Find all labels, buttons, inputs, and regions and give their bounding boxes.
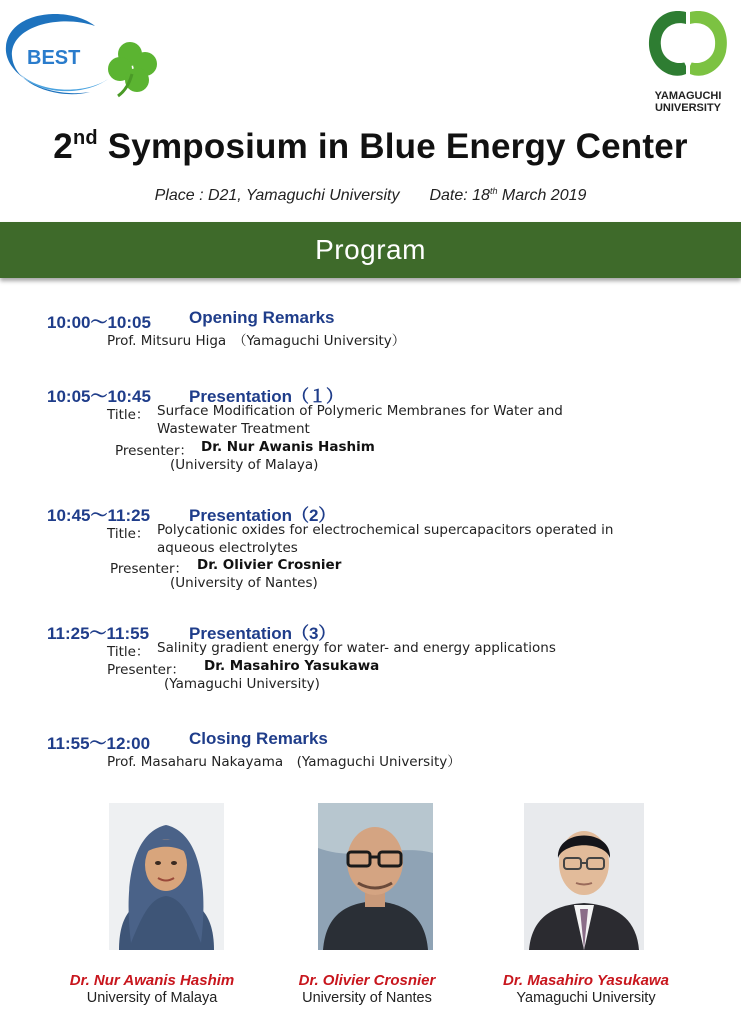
speaker-photo [109, 803, 224, 950]
slot-title-line1: Salinity gradient energy for water- and energy applications [157, 640, 556, 656]
program-banner [0, 222, 741, 278]
title-ordinal: 2 [53, 127, 73, 166]
slot-presenter-label: Presenter： [107, 662, 186, 678]
slot-presenter: Dr. Nur Awanis Hashim [201, 439, 375, 455]
slot-heading: Presentation（１） [189, 387, 343, 406]
event-date-prefix: Date: 18 [429, 187, 490, 204]
slot-title-label: Title： [107, 644, 150, 660]
slot-time: 11:25〜11:55 [47, 624, 150, 643]
slot-speaker: Prof. Masaharu Nakayama (Yamaguchi University） [107, 754, 461, 770]
slot-title-line1: Surface Modification of Polymeric Membranes for Water and [157, 403, 563, 419]
speaker-affiliation: University of Nantes [302, 990, 432, 1006]
slot-heading: Presentation（2） [189, 506, 336, 525]
event-place: Place : D21, Yamaguchi University [154, 187, 400, 204]
slot-affiliation: (University of Nantes) [170, 575, 318, 591]
slot-time: 10:00〜10:05 [47, 313, 151, 332]
page-title [0, 127, 741, 167]
event-details [0, 187, 741, 205]
slot-heading: Closing Remarks [189, 729, 328, 748]
title-ordinal-suffix: nd [72, 127, 98, 149]
university-name-line1: YAMAGUCHI [654, 90, 722, 102]
speaker-affiliation: University of Malaya [86, 990, 218, 1006]
speaker-name: Dr. Masahiro Yasukawa [503, 972, 669, 989]
slot-affiliation: (Yamaguchi University) [164, 676, 320, 692]
slot-time: 10:45〜11:25 [47, 506, 151, 525]
speaker-name: Dr. Nur Awanis Hashim [69, 972, 235, 989]
yamaguchi-university-logo [640, 4, 736, 119]
clover-icon [108, 42, 157, 96]
title-text: Symposium in Blue Energy Center [107, 127, 688, 166]
speaker-name: Dr. Olivier Crosnier [298, 972, 436, 989]
slot-time: 11:55〜12:00 [47, 734, 151, 753]
slot-presenter-label: Presenter： [115, 443, 194, 459]
event-date-rest: March 2019 [497, 187, 587, 204]
slot-presenter-label: Presenter： [110, 561, 189, 577]
speaker-photo [318, 803, 433, 950]
slot-speaker: Prof. Mitsuru Higa （Yamaguchi University） [107, 333, 406, 349]
slot-affiliation: (University of Malaya) [170, 457, 319, 473]
best-logo-text: BEST [27, 47, 81, 69]
slot-presenter: Dr. Olivier Crosnier [197, 557, 342, 573]
event-date-suffix: th [489, 186, 498, 196]
program-banner-label: Program [315, 234, 426, 265]
university-name-line2: UNIVERSITY [654, 102, 721, 114]
slot-title-line1: Polycationic oxides for electrochemical supercapacitors operated in [157, 522, 614, 538]
slot-heading: Presentation（3） [189, 624, 336, 643]
speaker-affiliation: Yamaguchi University [516, 990, 656, 1006]
slot-title-label: Title： [107, 407, 150, 423]
slot-heading: Opening Remarks [189, 308, 335, 327]
slot-time: 10:05〜10:45 [47, 387, 151, 406]
slot-title-line2: aqueous electrolytes [157, 540, 298, 556]
slot-title-label: Title： [107, 526, 150, 542]
slot-title-line2: Wastewater Treatment [157, 421, 310, 437]
best-logo [0, 4, 165, 104]
slot-presenter: Dr. Masahiro Yasukawa [204, 658, 380, 674]
speaker-photo [524, 803, 644, 950]
